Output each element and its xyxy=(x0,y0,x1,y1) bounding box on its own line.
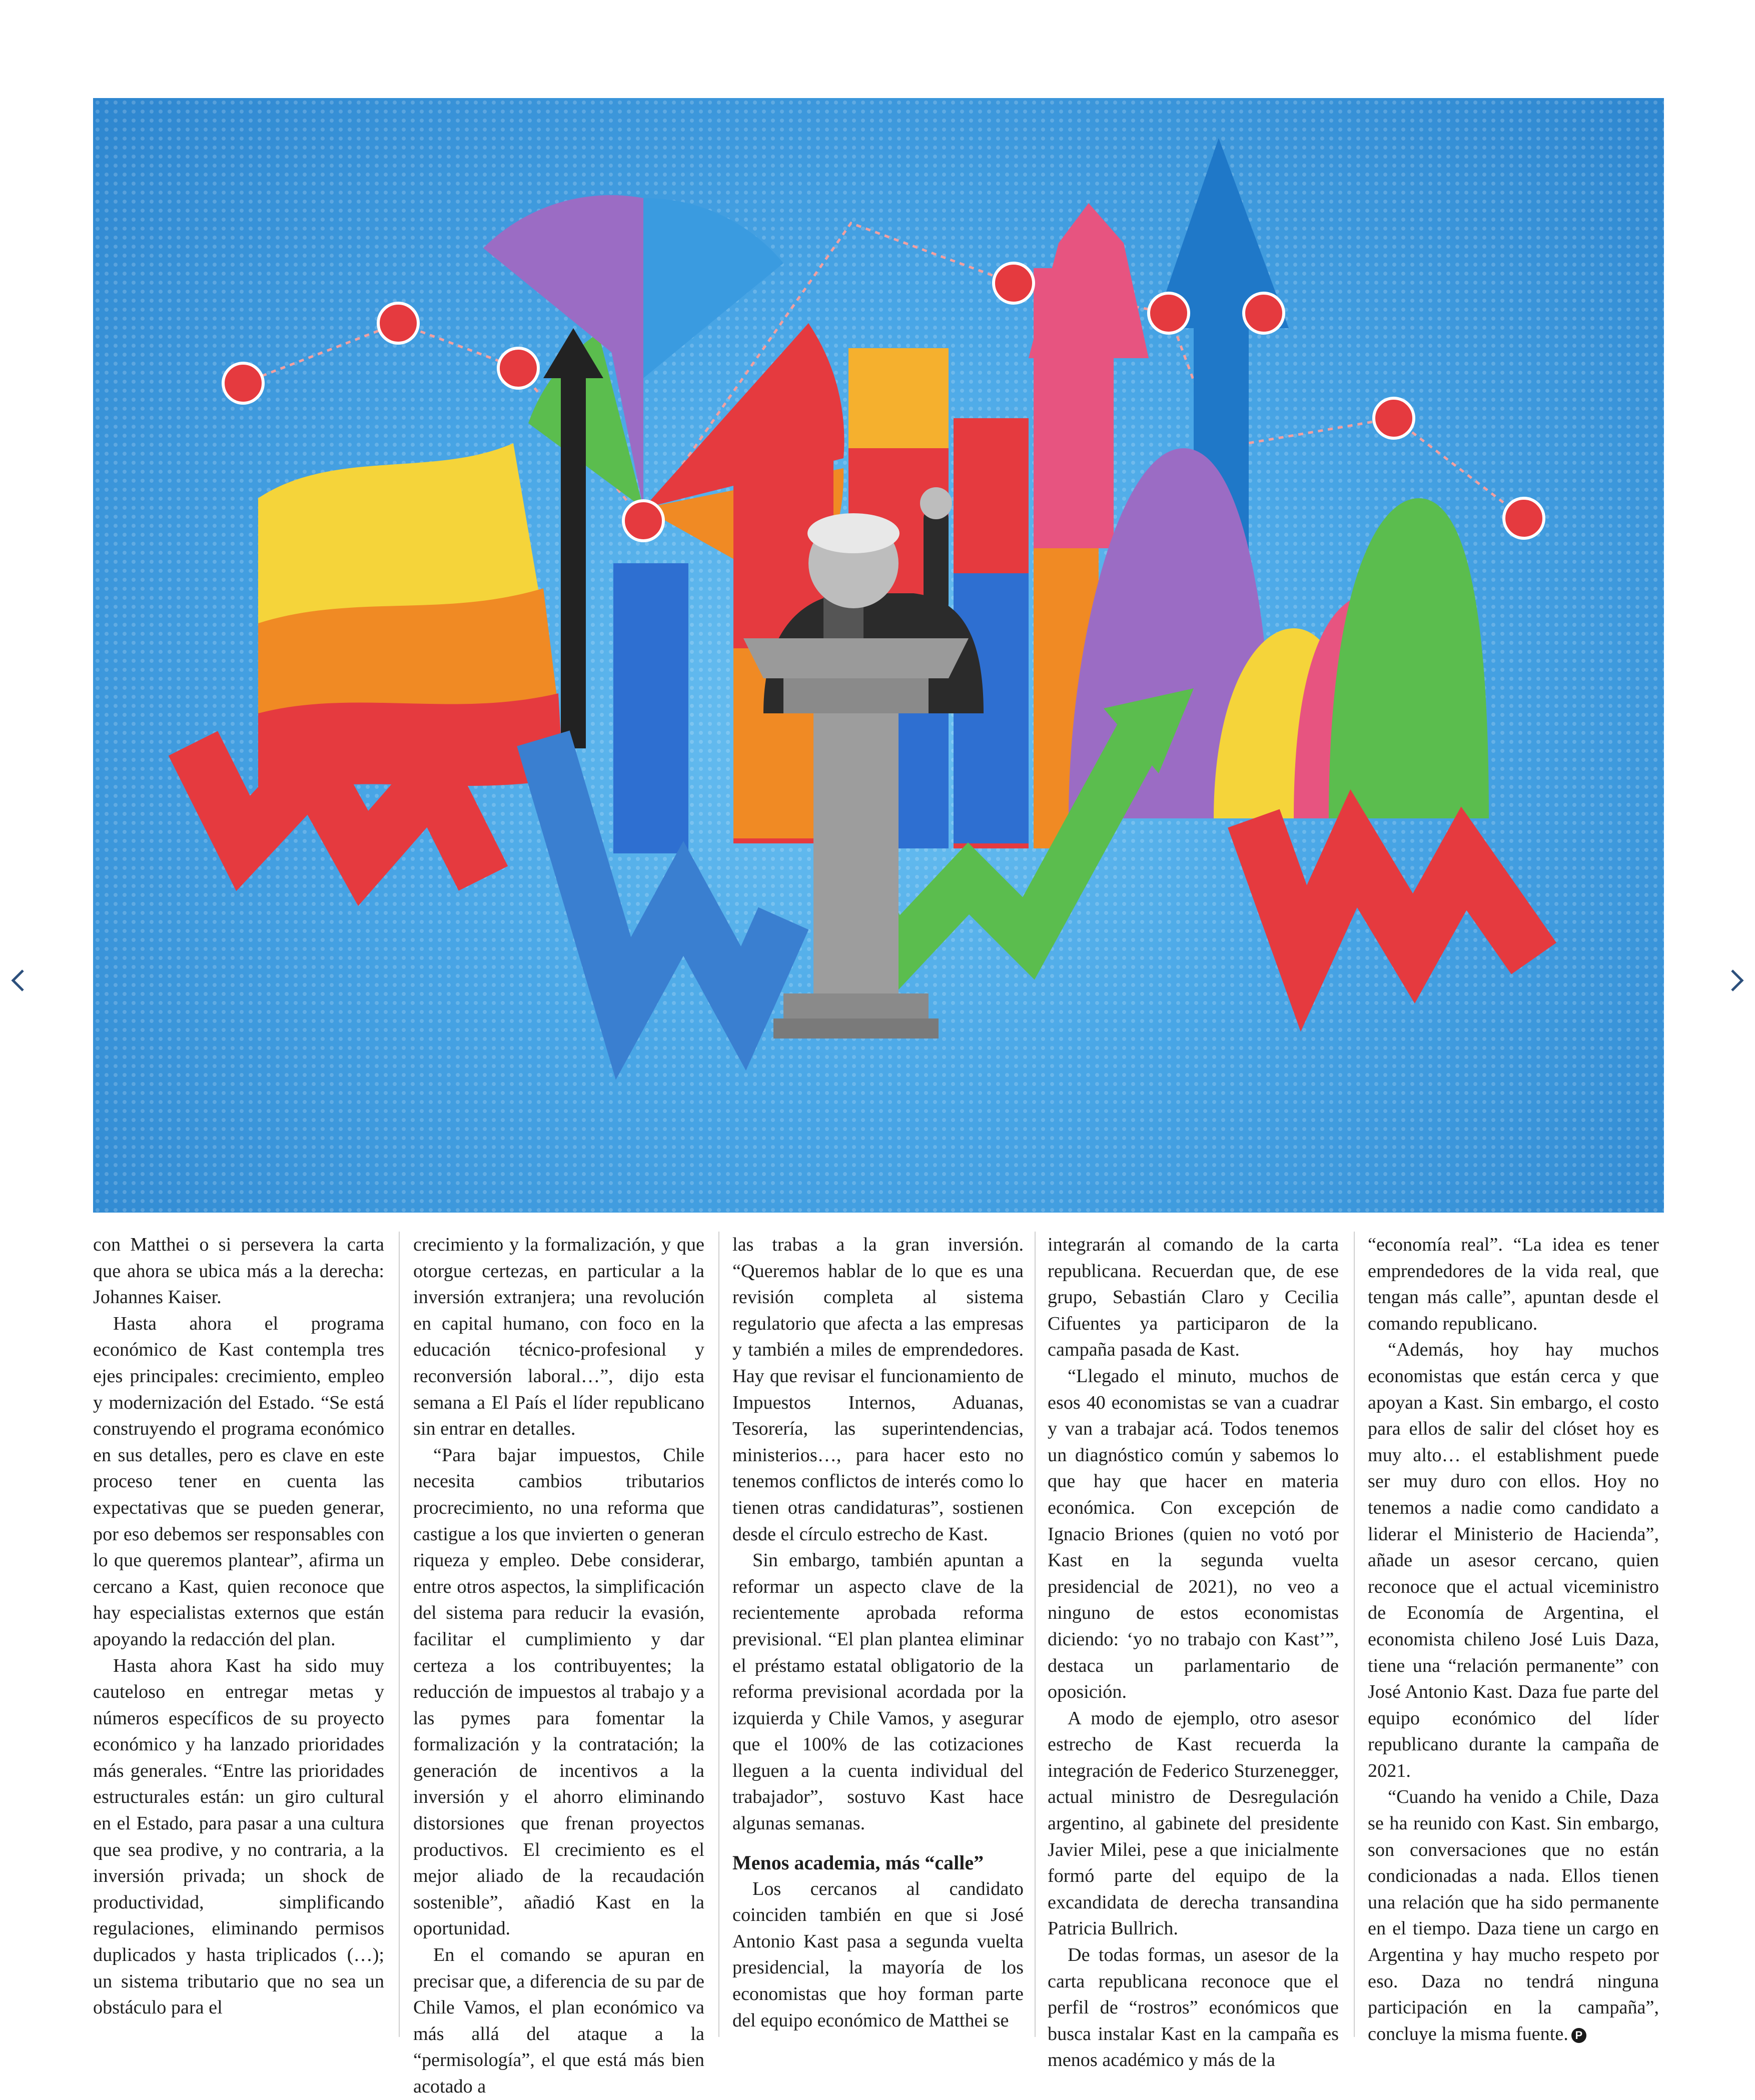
article-column-4 xyxy=(1048,1232,1339,2071)
article-column-2 xyxy=(413,1232,704,2097)
column-divider xyxy=(399,1232,400,2037)
paragraph-text: “Cuando ha venido a Chile, Daza se ha reunido con Kast. Sin embargo, son conversaciones que no están condicionadas a nada. Ellos tienen una relación que ha sido permanente en el tiempo. Daza tiene un cargo en Argentina y hay mucho respeto por eso. Daza no tendrá ninguna participación en la campaña”, concluye la misma fuente. xyxy=(1368,1786,1659,2044)
column-divider xyxy=(1354,1232,1355,2037)
section-heading: Menos academia, más “calle” xyxy=(732,1851,984,1874)
chevron-right-icon xyxy=(1727,965,1747,995)
paragraph: Hasta ahora el programa económico de Kast contempla tres ejes principales: crecimiento, empleo y modernización del Estado. “Se está construyendo el programa económico en sus detalles, pero es clave en este proceso tener en cuenta las expectativas que se pueden generar, por eso debemos ser responsables con lo que queremos plantear”, afirma un cercano a Kast, quien reconoce que hay especialistas externos que están apoyando la redacción del plan. xyxy=(93,1313,384,1650)
paragraph: integrarán al comando de la carta republicana. Recuerdan que, de ese grupo, Sebastián Claro y Cecilia Cifuentes ya participaron de la campaña pasada de Kast. xyxy=(1048,1234,1339,1361)
economic-collage-graphic xyxy=(93,98,1664,1213)
column-divider xyxy=(1035,1232,1036,2037)
paragraph: “Para bajar impuestos, Chile necesita cambios tributarios procrecimiento, no una reforma que castigue a los que invierten o generan riqueza y empleo. Debe considerar, entre otros aspectos, la simplificación del sistema para reducir la evasión, facilitar el cumplimiento y dar certeza a los contribuyentes; la reducción de impuestos al trabajo y a las pymes para fomentar la formalización y la contratación; la generación de incentivos a la inversión y el ahorro eliminando distorsiones que frenan proyectos productivos. El crecimiento es el mejor aliado de la recaudación sostenible”, añadió Kast en la oportunidad. xyxy=(413,1444,704,1939)
paragraph: crecimiento y la formalización, y que otorgue certezas, en particular a la inversión extranjera; una revolución en capital humano, con foco en la educación técnico-profesional y reconversión laboral…”, dijo esta semana a El País el líder republicano sin entrar en detalles. xyxy=(413,1234,704,1440)
bar-1 xyxy=(613,563,688,853)
chevron-left-icon xyxy=(8,965,28,995)
carousel-next-button[interactable] xyxy=(1722,960,1752,1000)
paragraph xyxy=(1368,1784,1659,2047)
paragraph: “Además, hoy hay muchos economistas que están cerca y que apoyan a Kast. Sin embargo, el costo para ellos de salir del clóset hoy es muy alto… el establishment puede ser muy duro con ellos. Hoy no tenemos a nadie como candidato a liderar el Ministerio de Hacienda”, añade un asesor cercano, quien reconoce que el actual viceministro de Economía de Argentina, el economista chileno José Luis Daza, tiene una “relación permanente” con José Antonio Kast. Daza fue parte del equipo económico del líder republicano durante la campaña de 2021. xyxy=(1368,1339,1659,1781)
paragraph: En el comando se apuran en precisar que, a diferencia de su par de Chile Vamos, el plan económico va más allá del ataque a la “permisología”, el que está más bien acotado a xyxy=(413,1944,704,2097)
paragraph: “economía real”. “La idea es tener emprendedores de la vida real, que tengan más calle”, apuntan desde el comando republicano. xyxy=(1368,1234,1659,1334)
carousel-prev-button[interactable] xyxy=(3,960,33,1000)
paragraph: A modo de ejemplo, otro asesor estrecho de Kast recuerda la integración de Federico Sturzenegger, actual ministro de Desregulación argentino, al gabinete del presidente Javier Milei, pese a que inicialmente formó parte del equipo de la excandidata de derecha transandina Patricia Bullrich. xyxy=(1048,1707,1339,1939)
paragraph: las trabas a la gran inversión. “Queremos hablar de lo que es una revisión completa al sistema regulatorio que afecta a las empresas y también a miles de emprendedores. Hay que revisar el funcionamiento de Impuestos Internos, Aduanas, Tesorería, las superintendencias, ministerios…, para hacer esto no tenemos conflictos de interés como lo tienen otras candidaturas”, sostienen desde el círculo estrecho de Kast. xyxy=(732,1234,1024,1545)
paragraph: “Llegado el minuto, muchos de esos 40 economistas se van a cuadrar y van a trabajar acá. Todos tenemos un diagnóstico común y sabemos lo que hay que hacer en materia económica. Con excepción de Ignacio Briones (quien no votó por Kast en la segunda vuelta presidencial de 2021), no veo a ninguno de estos economistas diciendo: ‘yo no trabajo con Kast’”, destaca un parlamentario de oposición. xyxy=(1048,1365,1339,1703)
paragraph: De todas formas, un asesor de la carta republicana reconoce que el perfil de “rostros” económicos que busca instalar Kast en la campaña es menos académico y más de la xyxy=(1048,1944,1339,2071)
paragraph: Sin embargo, también apuntan a reformar un aspecto clave de la recientemente aprobada reforma previsional. “El plan plantea eliminar el préstamo estatal obligatorio de la reforma previsional acordada por la izquierda y Chile Vamos, y asegurar que el 100% de las cotizaciones lleguen a la cuenta individual del trabajador”, sostuvo Kast hace algunas semanas. xyxy=(732,1550,1024,1834)
article-column-1 xyxy=(93,1232,384,2062)
end-of-article-mark-icon: P xyxy=(1571,2028,1586,2043)
hero-illustration xyxy=(93,98,1664,1213)
paragraph: Los cercanos al candidato coinciden también en que si José Antonio Kast pasa a segunda vuelta presidencial, la mayoría de los economistas que hoy forman parte del equipo económico de Matthei se xyxy=(732,1878,1024,2031)
paragraph: con Matthei o si persevera la carta que ahora se ubica más a la derecha: Johannes Kaiser. xyxy=(93,1234,384,1308)
article-column-5 xyxy=(1368,1232,1659,2062)
paragraph: Hasta ahora Kast ha sido muy cauteloso en entregar metas y números específicos de su proyecto económico y ha lanzado prioridades más generales. “Entre las prioridades estructurales están: un giro cultural en el Estado, para pasar a una cultura que sea prodive, y no contraria, a la inversión privada; un shock de productividad, simplificando regulaciones, eliminando permisos duplicados y hasta triplicados (…); un sistema tributario que no sea un obstáculo para el xyxy=(93,1655,384,2018)
article-column-3 xyxy=(732,1232,1024,2062)
column-divider xyxy=(718,1232,719,2037)
